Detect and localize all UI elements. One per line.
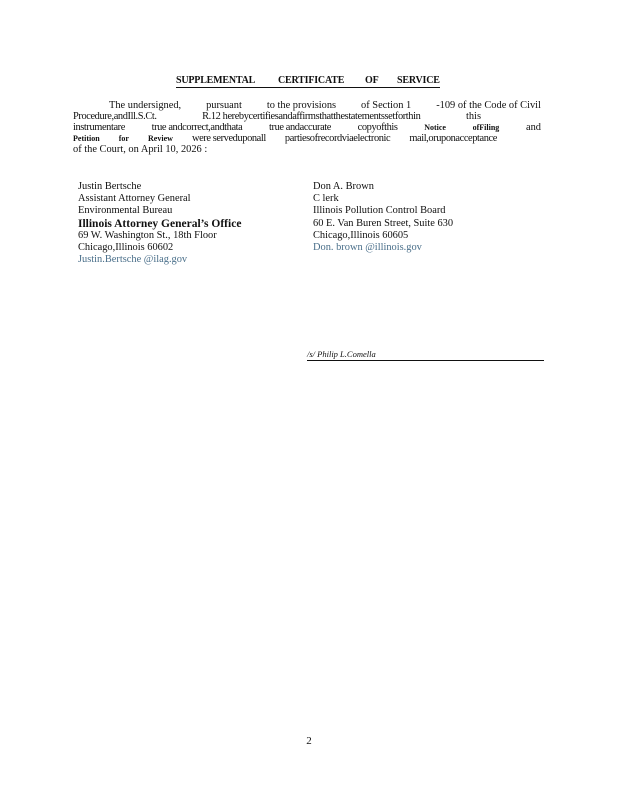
petition-label: Petition: [73, 134, 100, 143]
title-word: CERTIFICATE: [278, 75, 345, 86]
recipient-email-link[interactable]: Justin.Bertsche @ilag.gov: [78, 254, 188, 266]
text-run: mail,oruponacceptance: [409, 133, 497, 144]
text-run: Procedure,andIll.S.Ct.: [73, 111, 157, 122]
text-run: instrumentare: [73, 122, 125, 133]
text-run: of Section 1: [361, 100, 412, 111]
text-run: true andcorrect,andthata: [151, 122, 243, 133]
signature-line: /s/ Philip L.Comella: [307, 349, 544, 361]
text-run: for: [118, 134, 129, 143]
recipient-email-link[interactable]: Don. brown @illinois.gov: [313, 242, 422, 254]
text-run: The undersigned,: [109, 100, 182, 111]
recipient-address: 60 E. Van Buren Street, Suite 630: [313, 217, 454, 229]
text-run: and: [525, 122, 541, 133]
paragraph-line: [73, 133, 541, 144]
paragraph-line: [73, 144, 541, 155]
review-label: Review: [148, 134, 173, 143]
text-run: partiesofrecordviaelectronic: [284, 133, 391, 144]
filing-label: ofFiling: [472, 123, 500, 132]
title-word: SERVICE: [397, 75, 440, 86]
recipient-role: Assistant Attorney General: [78, 193, 191, 205]
recipient-name: Don A. Brown: [313, 181, 374, 192]
title-word: OF: [365, 75, 379, 86]
recipient-city: Chicago,Illinois 60605: [313, 229, 409, 241]
text-run: this: [465, 111, 481, 122]
text-run: pursuant: [206, 100, 242, 111]
notice-label: Notice: [424, 123, 446, 132]
title-word: SUPPLEMENTAL: [176, 75, 256, 86]
text-run: true andaccurate: [269, 122, 332, 133]
recipient-block-right: [313, 181, 453, 254]
document-title: [176, 75, 440, 88]
recipient-office: Illinois Attorney General’s Office: [78, 217, 242, 230]
recipient-bureau: Environmental Bureau: [78, 205, 173, 217]
paragraph-line: [73, 100, 541, 111]
recipient-name: Justin Bertsche: [78, 181, 142, 192]
recipient-address: 69 W. Washington St., 18th Floor: [78, 229, 217, 241]
page-number: 2: [306, 735, 312, 747]
paragraph-line: [73, 111, 541, 122]
recipient-org: Illinois Pollution Control Board: [313, 205, 446, 217]
recipient-block-left: [78, 181, 241, 266]
certificate-paragraph: [73, 100, 541, 155]
text-run: of the Court, on April 10, 2026 :: [73, 144, 208, 155]
text-run: were serveduponall: [191, 133, 266, 144]
paragraph-line: [73, 122, 541, 133]
recipient-city: Chicago,Illinois 60602: [78, 242, 174, 254]
text-run: to the provisions: [266, 100, 337, 111]
text-run: R.12 herebycertifiesandaffirmsthatthestatementssetforthin: [202, 111, 421, 122]
recipient-role: C lerk: [313, 193, 339, 205]
text-run: copyofthis: [357, 122, 398, 133]
text-run: -109 of the Code of Civil: [436, 100, 541, 111]
